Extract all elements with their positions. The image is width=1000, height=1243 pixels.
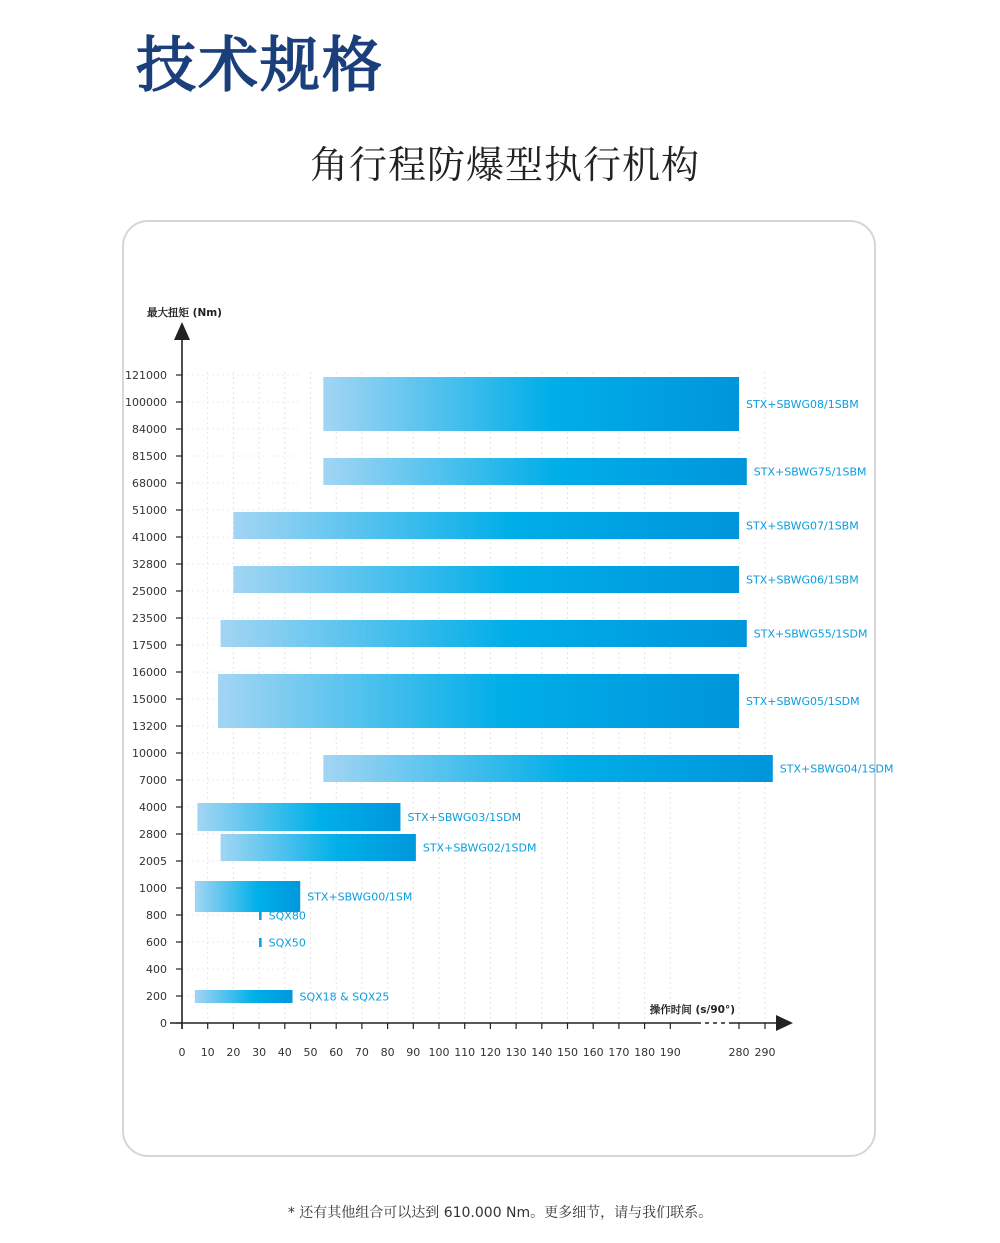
x-tick-label: 140	[531, 1046, 553, 1059]
bar-label: STX+SBWG08/1SBM	[746, 398, 859, 411]
x-tick-label: 100	[428, 1046, 450, 1059]
x-tick-label: 50	[303, 1046, 318, 1059]
footnote: * 还有其他组合可以达到 610.000 Nm。更多细节，请与我们联系。	[287, 1205, 713, 1221]
y-tick-label: 600	[146, 936, 167, 949]
bar-label: STX+SBWG75/1SBM	[753, 465, 867, 479]
bar-label: SQX80	[268, 909, 306, 923]
y-tick-label: 84000	[132, 423, 167, 436]
bar-label: SQX18 & SQX25	[299, 990, 390, 1004]
bar-stx-sbwg03-1sdm	[197, 803, 400, 831]
bar-label: SQX50	[268, 936, 306, 950]
bar-stx-sbwg55-1sdm	[221, 620, 747, 647]
bar-stx-sbwg08-1sbm	[323, 377, 739, 431]
x-tick-label: 90	[406, 1046, 421, 1059]
y-tick-label: 200	[146, 990, 167, 1003]
bar-stx-sbwg06-1sbm	[233, 566, 739, 593]
y-tick-label: 51000	[132, 504, 167, 517]
bar-stx-sbwg05-1sdm	[218, 674, 739, 728]
bars	[195, 377, 894, 1004]
bar-stx-sbwg04-1sdm	[323, 755, 772, 782]
x-tick-label: 120	[479, 1046, 501, 1059]
y-tick-label: 10000	[132, 747, 167, 760]
y-axis-label: 最大扭矩 (Nm)	[147, 307, 222, 319]
y-tick-label: 68000	[132, 477, 167, 490]
x-tick-label: 160	[582, 1046, 604, 1059]
y-tick-label: 23500	[132, 612, 167, 625]
x-tick-label: 280	[728, 1046, 750, 1059]
y-tick-label: 400	[146, 963, 167, 976]
y-tick-label: 7000	[139, 774, 167, 787]
x-tick-label: 70	[354, 1046, 369, 1059]
bar-label: STX+SBWG03/1SDM	[407, 811, 522, 824]
x-tick-label: 60	[329, 1046, 344, 1059]
x-tick-label: 180	[634, 1046, 656, 1059]
x-tick-label: 20	[226, 1046, 241, 1059]
bar-label: STX+SBWG00/1SM	[307, 890, 413, 904]
y-tick-label: 2800	[139, 828, 167, 841]
y-tick-label: 1000	[139, 882, 167, 895]
page-subtitle: 角行程防爆型执行机构	[309, 143, 700, 187]
x-tick-label: 0	[178, 1046, 186, 1059]
bar-label: STX+SBWG04/1SDM	[779, 762, 894, 776]
bar-stx-sbwg07-1sbm	[233, 512, 739, 539]
y-tick-label: 100000	[125, 396, 167, 409]
bar-sqx80	[259, 911, 262, 920]
x-axis-arrow	[776, 1015, 793, 1031]
x-tick-label: 170	[608, 1046, 630, 1059]
y-tick-label: 81500	[132, 450, 167, 463]
y-tick-label: 41000	[132, 531, 167, 544]
bar-stx-sbwg02-1sdm	[221, 834, 416, 861]
bar-label: STX+SBWG55/1SDM	[753, 627, 868, 641]
y-tick-label: 15000	[132, 693, 167, 706]
x-tick-label: 30	[252, 1046, 267, 1059]
y-tick-label: 17500	[132, 639, 167, 652]
x-tick-label: 190	[659, 1046, 681, 1059]
x-tick-label: 290	[754, 1046, 776, 1059]
bar-stx-sbwg00-1sm	[195, 881, 300, 912]
x-tick-label: 150	[557, 1046, 578, 1059]
x-axis-label: 操作时间 (s/90°)	[649, 1004, 735, 1016]
y-tick-label: 0	[160, 1017, 167, 1030]
y-tick-label: 13200	[132, 720, 167, 733]
x-tick-label: 40	[277, 1046, 292, 1059]
x-tick-label: 10	[200, 1046, 215, 1059]
x-tick-label: 110	[454, 1046, 476, 1059]
y-tick-label: 4000	[139, 801, 167, 814]
bar-sqx18-sqx25	[195, 990, 293, 1003]
bar-label: STX+SBWG07/1SBM	[746, 519, 859, 533]
bar-label: STX+SBWG02/1SDM	[422, 841, 537, 855]
y-axis-arrow	[174, 322, 190, 340]
x-tick-label: 130	[505, 1046, 527, 1059]
y-tick-label: 121000	[125, 369, 167, 382]
y-tick-label: 800	[146, 909, 167, 922]
bar-label: STX+SBWG05/1SDM	[746, 695, 860, 708]
bar-stx-sbwg75-1sbm	[323, 458, 746, 485]
bar-label: STX+SBWG06/1SBM	[746, 573, 859, 587]
y-tick-label: 32800	[132, 558, 167, 571]
y-tick-label: 25000	[132, 585, 167, 598]
bar-sqx50	[259, 938, 262, 947]
y-tick-label: 16000	[132, 666, 167, 679]
page-title: 技术规格	[136, 31, 384, 101]
x-tick-label: 80	[380, 1046, 395, 1059]
y-tick-label: 2005	[139, 855, 167, 868]
